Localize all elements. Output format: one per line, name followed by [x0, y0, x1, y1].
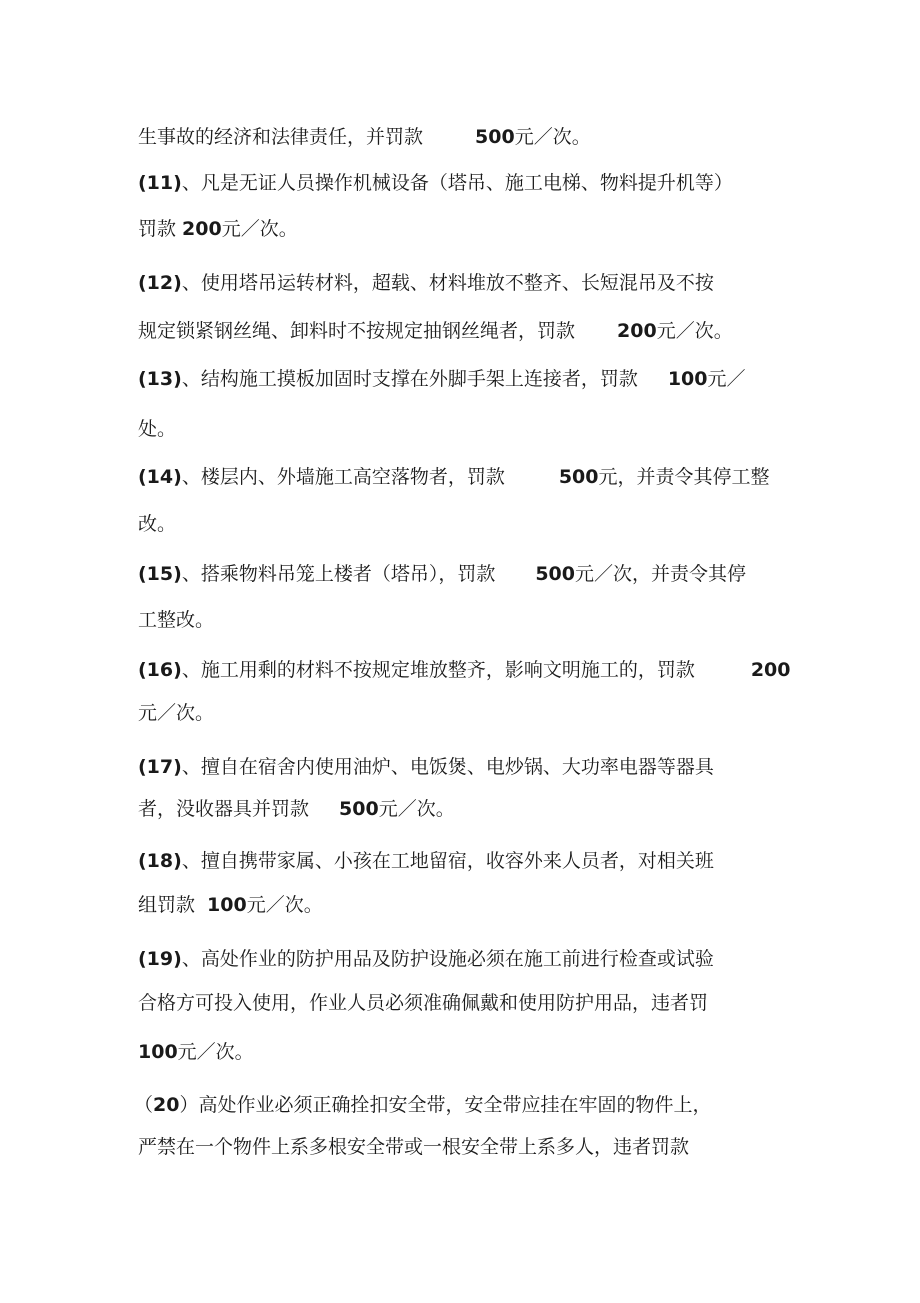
line-text: 严禁在一个物件上系多根安全带或一根安全带上系多人，违者罚款 — [138, 1136, 690, 1158]
line-text: 、擅自携带家属、小孩在工地留宿，收容外来人员者，对相关班 — [181, 850, 714, 872]
text-line — [138, 125, 591, 149]
line-text: 、使用塔吊运转材料，超载、材料堆放不整齐、长短混吊及不按 — [181, 272, 714, 294]
text-line — [138, 367, 746, 391]
text-line — [138, 465, 770, 489]
text-line — [138, 797, 455, 821]
line-text: 元／次。 — [221, 218, 298, 240]
line-text: 元／次。 — [138, 702, 215, 724]
fine-amount: 500 — [535, 563, 575, 585]
text-line — [138, 849, 714, 873]
fine-amount: 100 — [667, 368, 708, 390]
item-number: (14) — [138, 466, 182, 488]
text-line — [138, 755, 714, 779]
line-text: 组罚款 — [138, 894, 196, 916]
fine-amount: 500 — [339, 798, 379, 820]
line-text: （ — [134, 1094, 154, 1116]
text-line — [138, 947, 714, 971]
line-text: ）高处作业必须正确拴扣安全带，安全带应挂在牢固的物件上， — [179, 1094, 712, 1116]
line-text: 者，没收器具并罚款 — [138, 798, 310, 820]
text-line — [138, 701, 214, 725]
text-line — [138, 512, 176, 536]
line-text: 合格方可投入使用，作业人员必须准确佩戴和使用防护用品，违者罚 — [138, 992, 709, 1014]
line-text: 元／次。 — [656, 320, 733, 342]
line-text: 、高处作业的防护用品及防护设施必须在施工前进行检查或试验 — [181, 948, 714, 970]
fine-amount: 200 — [182, 218, 222, 240]
item-number: (12) — [138, 272, 182, 294]
text-line — [134, 1093, 711, 1117]
item-number: (16) — [138, 659, 182, 681]
text-line — [138, 991, 708, 1015]
item-number: (18) — [138, 850, 182, 872]
line-text: 元，并责令其停工整 — [598, 466, 770, 488]
item-number: (11) — [138, 172, 182, 194]
line-text: 、楼层内、外墙施工高空落物者，罚款 — [181, 466, 505, 488]
line-text: 元／次。 — [246, 894, 323, 916]
fine-amount: 500 — [558, 466, 599, 488]
text-line — [138, 319, 733, 343]
line-text: 、施工用剩的材料不按规定堆放整齐，影响文明施工的，罚款 — [181, 659, 695, 681]
text-line — [138, 893, 323, 917]
text-line — [138, 171, 733, 195]
text-line — [138, 658, 791, 682]
item-number: (15) — [138, 563, 182, 585]
text-line — [138, 1040, 254, 1064]
text-line — [138, 417, 176, 441]
line-text: 、擅自在宿舍内使用油炉、电饭煲、电炒锅、大功率电器等器具 — [181, 756, 714, 778]
fine-amount: 200 — [617, 320, 657, 342]
line-text: 、凡是无证人员操作机械设备（塔吊、施工电梯、物料提升机等） — [181, 172, 733, 194]
line-text: 、结构施工摸板加固时支撑在外脚手架上连接者，罚款 — [181, 368, 638, 390]
line-text: 元／次。 — [177, 1041, 254, 1063]
item-number: (13) — [138, 368, 182, 390]
line-text: 生事故的经济和法律责任，并罚款 — [138, 126, 424, 148]
text-line — [138, 271, 714, 295]
text-line — [138, 608, 214, 632]
item-number: 20 — [153, 1094, 180, 1116]
line-text: 、搭乘物料吊笼上楼者（塔吊），罚款 — [181, 563, 496, 585]
line-text: 工整改。 — [138, 609, 215, 631]
line-text: 处。 — [138, 418, 177, 440]
fine-amount: 100 — [207, 894, 247, 916]
item-number: (19) — [138, 948, 182, 970]
line-text: 改。 — [138, 513, 177, 535]
text-line — [138, 1135, 689, 1159]
text-line — [138, 217, 298, 241]
item-number: (17) — [138, 756, 182, 778]
line-text: 罚款 — [138, 218, 177, 240]
fine-amount: 500 — [475, 126, 515, 148]
text-line — [138, 562, 746, 586]
line-text: 元／次，并责令其停 — [575, 563, 747, 585]
fine-amount: 100 — [138, 1041, 178, 1063]
line-text: 元／ — [707, 368, 746, 390]
line-text: 元／次。 — [378, 798, 455, 820]
line-text: 元／次。 — [514, 126, 591, 148]
line-text: 规定锁紧钢丝绳、卸料时不按规定抽钢丝绳者，罚款 — [138, 320, 576, 342]
fine-amount: 200 — [750, 659, 791, 681]
